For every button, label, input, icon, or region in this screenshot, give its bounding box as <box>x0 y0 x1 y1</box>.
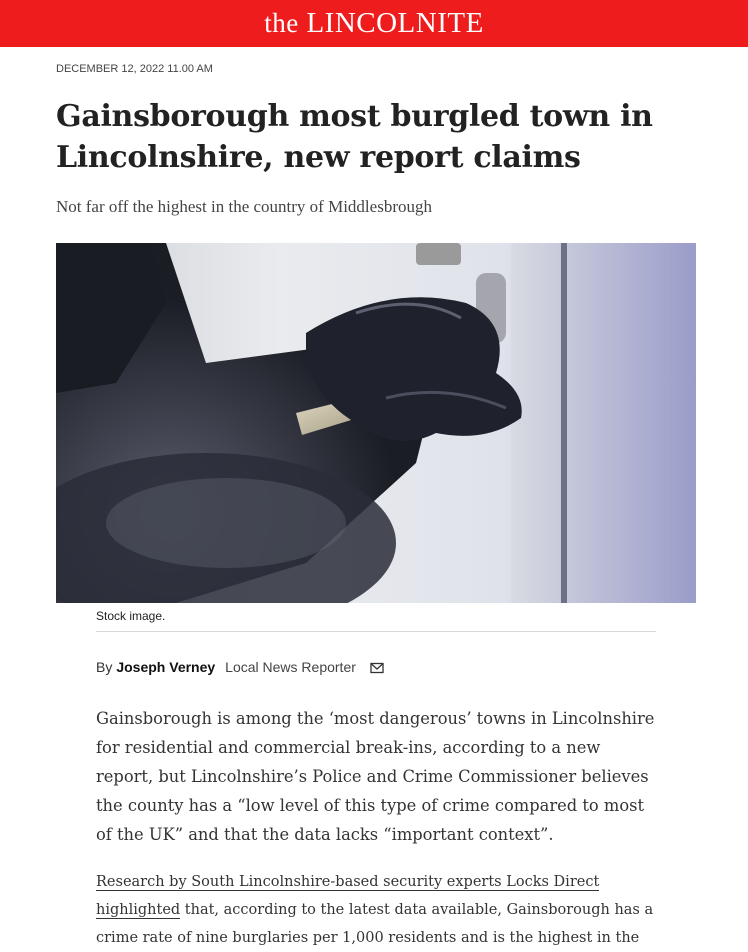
article-headline: Gainsborough most burgled town in Lincolnshire, new report claims <box>56 99 653 175</box>
article-standfirst: Not far off the highest in the country of Middlesbrough <box>56 197 432 216</box>
article-byline <box>96 659 384 675</box>
site-logo[interactable] <box>0 6 748 40</box>
logo-prefix: the <box>264 8 299 38</box>
image-caption: Stock image. <box>96 609 166 623</box>
publish-date: DECEMBER 12, 2022 11.00 AM <box>56 63 213 75</box>
paragraph-text: that, according to the latest data available, Gainsborough has a crime rate of nine burglaries per 1,000 residents and is the highest in the <box>96 902 654 946</box>
author-role: Local News Reporter <box>225 659 356 675</box>
article-paragraph <box>96 868 661 952</box>
byline-prefix: By <box>96 659 113 675</box>
author-name-link[interactable]: Joseph Verney <box>116 659 216 675</box>
caption-divider <box>96 631 656 632</box>
email-icon[interactable] <box>370 661 384 673</box>
logo-name: LINCOLNITE <box>306 7 484 39</box>
article-hero-image <box>56 243 696 603</box>
burglar-photo <box>56 243 696 603</box>
article-lede: Gainsborough is among the ‘most dangerous’ towns in Lincolnshire for residential and commercial break-ins, according to a new report, but Lincolnshire’s Police and Crime Commissioner believes the county has a “low level of this type of crime compared to most of the UK” and that the data lacks “important context”. <box>96 709 655 844</box>
site-header <box>0 0 748 47</box>
research-link[interactable]: Research by South Lincolnshire-based security experts Locks Direct highlighted <box>96 874 600 918</box>
